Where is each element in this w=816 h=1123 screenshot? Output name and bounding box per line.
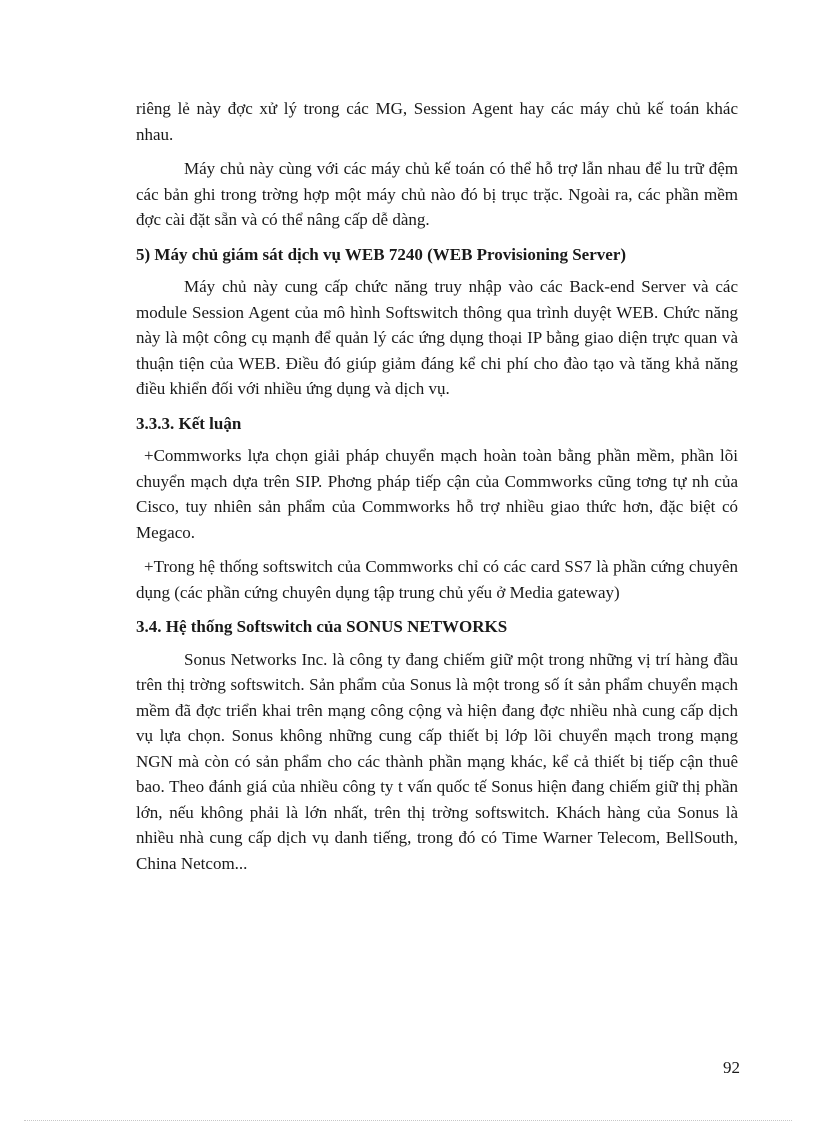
heading-web-provisioning-server: 5) Máy chủ giám sát dịch vụ WEB 7240 (WEB Provisioning Server) [136,244,627,264]
footer-divider [24,1120,792,1121]
bullet-item-1 [136,443,738,545]
document-body [136,96,738,885]
heading-sonus-networks: 3.4. Hệ thống Softswitch của SONUS NETWORKS [136,617,508,636]
page-number: 92 [723,1058,740,1077]
bullet-mark: + [144,446,154,465]
paragraph-2: Máy chủ này cùng với các máy chủ kế toán có thể hỗ trợ lẫn nhau để lu trữ đệm các bản ghi trong trờng hợp một máy chủ nào đó bị trục trặc. Ngoài ra, các phần mềm đợc cài đặt sẵn và có thể nâng cấp dễ dàng. [136,159,738,229]
paragraph-4: Sonus Networks Inc. là công ty đang chiếm giữ một trong những vị trí hàng đầu trên thị trờng softswitch. Sản phẩm của Sonus là một trong số ít sản phẩm chuyển mạch mềm đã đợc triển khai trên mạng công cộng và hiện đang đợc nhiều nhà cung cấp dịch vụ lựa chọn. Sonus không những cung cấp thiết bị lớp lõi chuyển mạch trong mạng NGN mà còn có sản phẩm cho các thành phần mạng khác, kể cả thiết bị tiếp cận thuê bao. Theo đánh giá của nhiều công ty t vấn quốc tế Sonus hiện đang chiếm giữ thị phần lớn, nếu không phải là lớn nhất, trên thị trờng softswitch. Khách hàng của Sonus là nhiều nhà cung cấp dịch vụ danh tiếng, trong đó có Time Warner Telecom, BellSouth, China Netcom... [136,649,738,873]
heading-conclusion: 3.3.3. Kết luận [136,413,242,433]
paragraph-1: riêng lẻ này đợc xử lý trong các MG, Session Agent hay các máy chủ kế toán khác nhau. [136,99,738,144]
bullet-text-1: Commworks lựa chọn giải pháp chuyển mạch hoàn toàn bằng phần mềm, phần lõi chuyển mạch dựa trên SIP. Phơng pháp tiếp cận của Commworks cũng tơng tự nh của Cisco, tuy nhiên sản phẩm của Commworks hỗ trợ nhiều giao thức hơn, đặc biệt có Megaco. [136,446,738,542]
bullet-text-2: Trong hệ thống softswitch của Commworks chỉ có các card SS7 là phần cứng chuyên dụng (các phần cứng chuyên dụng tập trung chủ yếu ở Media gateway) [136,557,738,602]
bullet-mark: + [144,557,154,576]
paragraph-3: Máy chủ này cung cấp chức năng truy nhập vào các Back-end Server và các module Session Agent của mô hình Softswitch thông qua trình duyệt WEB. Chức năng này là một công cụ mạnh để quản lý các ứng dụng thoại IP bằng giao diện trực quan và thuận tiện của WEB. Điều đó giúp giảm đáng kể chi phí cho đào tạo và tăng khả năng điều khiển đối với nhiều ứng dụng và dịch vụ. [136,277,738,398]
bullet-item-2 [136,554,738,605]
